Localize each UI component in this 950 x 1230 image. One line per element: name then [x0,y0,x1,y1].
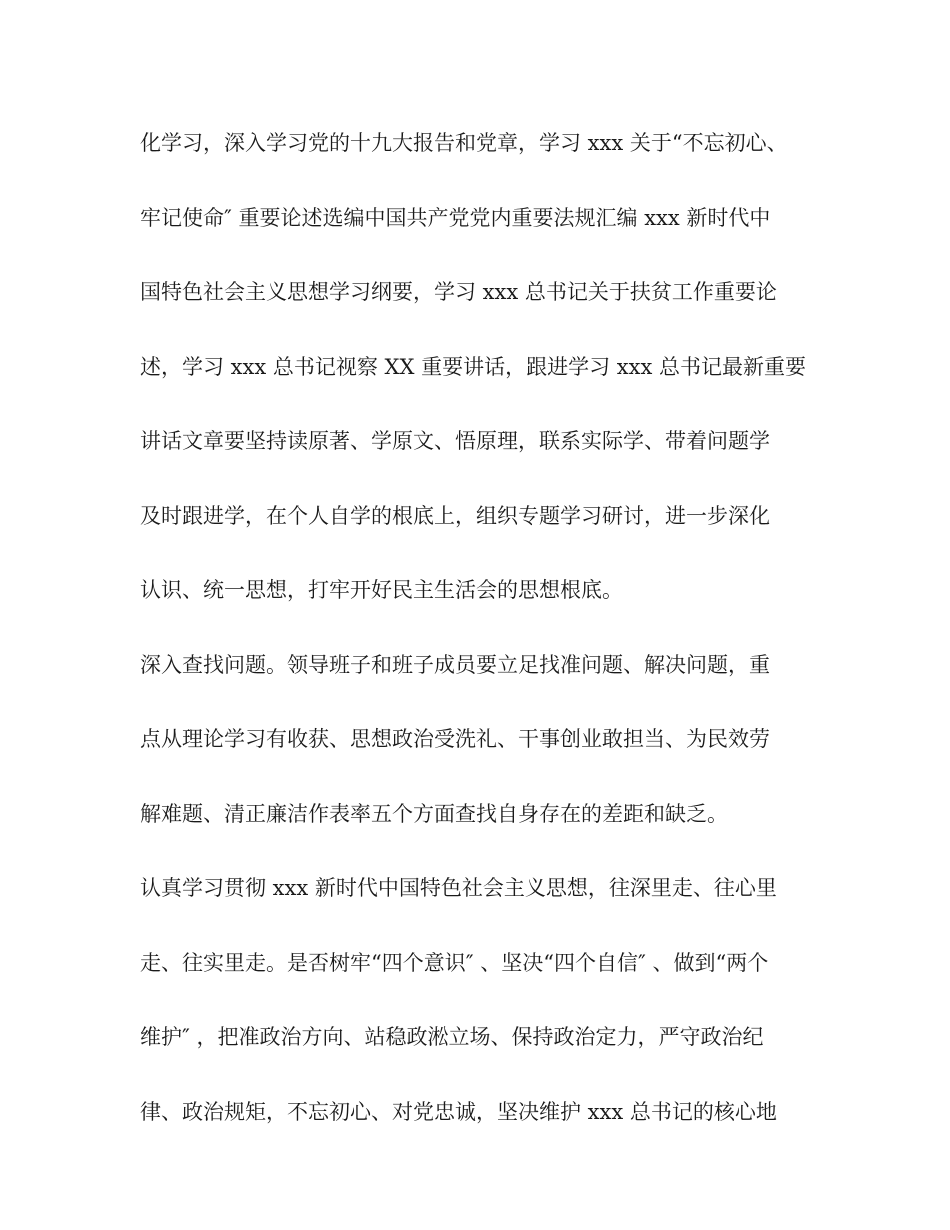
text-line: 律、政治规矩，不忘初心、对党忠诚，坚决维护 xxx 总书记的核心地 [140,1099,777,1124]
text-line: 讲话文章要坚持读原著、学原文、悟原理，联系实际学、带着问题学 [140,429,770,453]
text-line: 述，学习 xxx 总书记视察 XX 重要讲话，跟进学习 xxx 总书记最新重要 [140,354,807,379]
text-line: 点从理论学习有收获、思想政治受洗礼、干事创业敢担当、为民效劳 [140,727,770,751]
text-line: 牢记使命″ 重要论述选编中国共产党党内重要法规汇编 xxx 新时代中 [140,205,771,230]
text-line: 化学习，深入学习党的十九大报告和党章，学习 xxx 关于“不忘初心、 [140,131,788,155]
text-line: 走、往实里走。是否树牢“四个意识″ 、坚决“四个自信″ 、做到“两个 [140,950,769,975]
text-line: 及时跟进学，在个人自学的根底上，组织专题学习研讨，进一步深化 [140,503,770,528]
text-line: 国特色社会主义思想学习纲要，学习 xxx 总书记关于扶贫工作重要论 [140,280,777,304]
text-line: 深入查找问题。领导班子和班子成员要立足找准问题、解决问题，重 [140,652,770,677]
text-line: 维护″ ，把准政治方向、站稳政淞立场、保持政治定力，严守政治纪 [140,1025,764,1049]
text-line: 解难题、清正廉洁作表率五个方面查找自身存在的差距和缺乏。 [140,801,728,826]
body-text [140,118,810,1161]
text-line: 认识、统一思想，打牢开好民主生活会的思想根底。 [140,578,623,602]
text-line: 认真学习贯彻 xxx 新时代中国特色社会主义思想，往深里走、往心里 [140,876,777,900]
